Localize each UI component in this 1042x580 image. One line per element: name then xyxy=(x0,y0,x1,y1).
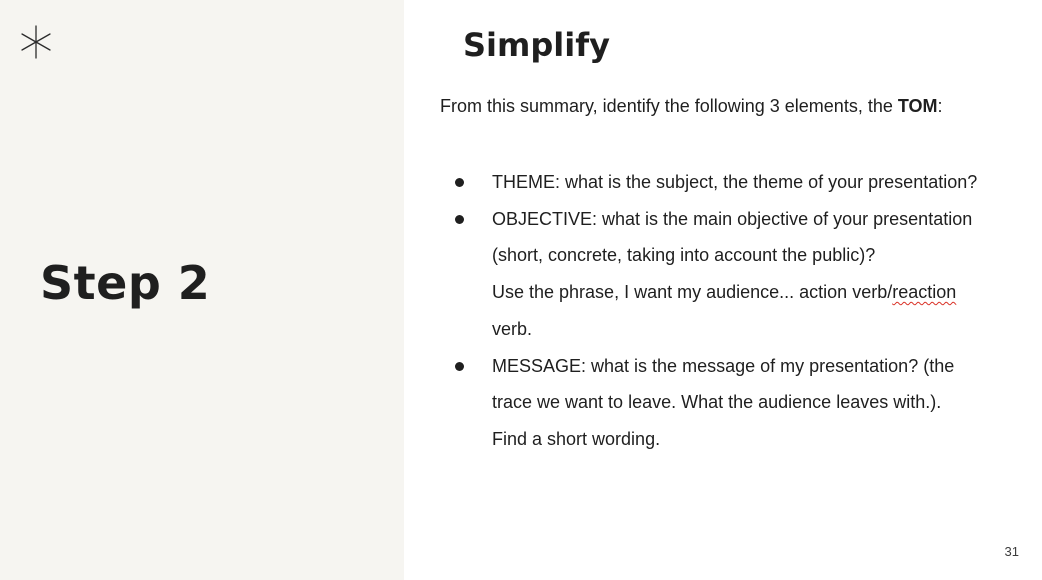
tom-bullet-list xyxy=(440,164,1010,458)
bullet-line: (short, concrete, taking into account the public)? xyxy=(492,245,876,266)
bullet-theme xyxy=(440,164,1010,201)
asterisk-icon xyxy=(18,24,54,60)
bullet-line: Find a short wording. xyxy=(492,428,661,449)
intro-prefix: From this summary, identify the following 3 elements, the xyxy=(440,96,898,116)
step-title: Step 2 xyxy=(40,256,211,310)
bullet-line: trace we want to leave. What the audience leaves with.). xyxy=(492,392,942,413)
bullet-line: MESSAGE: what is the message of my presentation? (the xyxy=(492,355,955,376)
bullet-dot-icon xyxy=(455,178,464,187)
slide-title: Simplify xyxy=(463,26,610,64)
intro-text xyxy=(440,94,1030,118)
bullet-message xyxy=(440,348,1010,458)
page-number: 31 xyxy=(1004,544,1019,559)
bullet-dot-icon xyxy=(455,215,464,224)
spellcheck-underlined-word: reaction xyxy=(892,282,957,303)
left-panel xyxy=(0,0,404,580)
content-panel xyxy=(404,0,1042,580)
bullet-objective xyxy=(440,201,1010,348)
intro-bold-tom: TOM xyxy=(897,96,938,116)
bullet-line: THEME: what is the subject, the theme of your presentation? xyxy=(492,172,978,192)
bullet-dot-icon xyxy=(455,362,464,371)
bullet-line: OBJECTIVE: what is the main objective of your presentation xyxy=(492,208,973,229)
phrase-prefix: Use the phrase, I want my audience... action verb/ xyxy=(492,282,893,303)
intro-suffix: : xyxy=(937,96,943,116)
bullet-line-phrase xyxy=(492,274,1010,311)
bullet-line: verb. xyxy=(492,318,533,339)
